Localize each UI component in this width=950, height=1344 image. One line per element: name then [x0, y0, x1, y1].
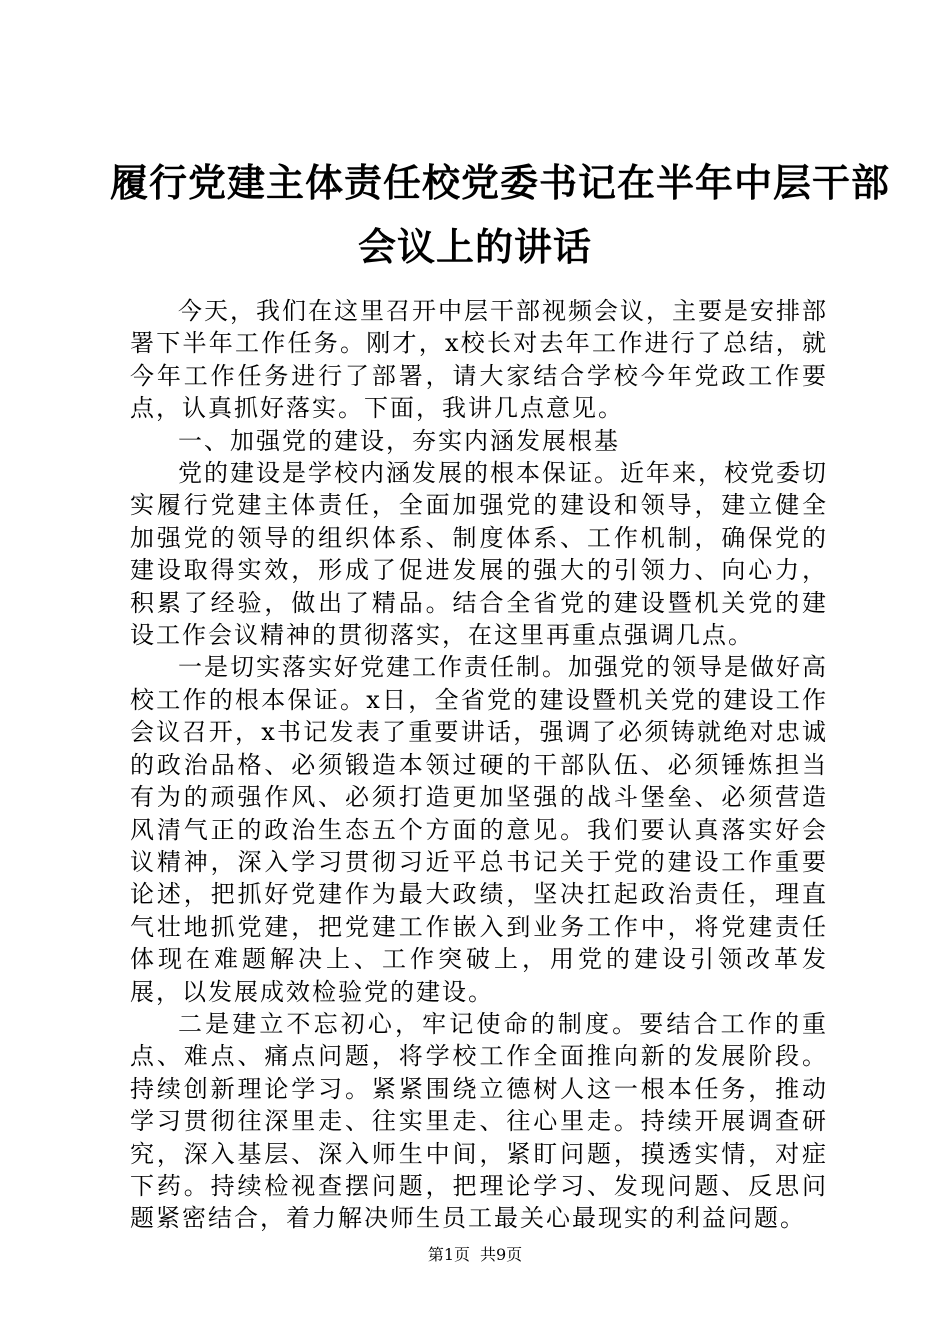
- document-title-line-2: 会议上的讲话: [357, 224, 592, 269]
- document-body: [130, 295, 828, 1235]
- page-number: 第1页: [427, 1245, 470, 1264]
- document-title-line-1: 履行党建主体责任校党委书记在半年中层干部: [110, 160, 891, 205]
- section-heading-1: 一、加强党的建设，夯实内涵发展根基: [178, 426, 620, 455]
- paragraph: 二是建立不忘初心，牢记使命的制度。要结合工作的重点、难点、痛点问题，将学校工作全面推向新的发展阶段。持续创新理论学习。紧紧围绕立德树人这一根本任务，推动学习贯彻往深里走、往实里走、往心里走。持续开展调查研究，深入基层、深入师生中间，紧盯问题，摸透实情，对症下药。持续检视查摆问题，把理论学习、发现问题、反思问题紧密结合，着力解决师生员工最关心最现实的利益问题。: [130, 1009, 828, 1233]
- paragraph-intro: 今天，我们在这里召开中层干部视频会议，主要是安排部署下半年工作任务。刚才，x校长对去年工作进行了总结，就今年工作任务进行了部署，请大家结合学校今年党政工作要点，认真抓好落实。下面，我讲几点意见。: [130, 297, 828, 423]
- page-total: 共9页: [480, 1245, 523, 1264]
- paragraph: 党的建设是学校内涵发展的根本保证。近年来，校党委切实履行党建主体责任，全面加强党的建设和领导，建立健全加强党的领导的组织体系、制度体系、工作机制，确保党的建设取得实效，形成了促进发展的强大的引领力、向心力，积累了经验，做出了精品。结合全省党的建设暨机关党的建设工作会议精神的贯彻落实，在这里再重点强调几点。: [130, 459, 828, 650]
- page-footer: [0, 1245, 950, 1265]
- paragraph: 一是切实落实好党建工作责任制。加强党的领导是做好高校工作的根本保证。x日，全省党的建设暨机关党的建设工作会议召开，x书记发表了重要讲话，强调了必须铸就绝对忠诚的政治品格、必须锻造本领过硬的干部队伍、必须锤炼担当有为的顽强作风、必须打造更加坚强的战斗堡垒、必须营造风清气正的政治生态五个方面的意见。我们要认真落实好会议精神，深入学习贯彻习近平总书记关于党的建设工作重要论述，把抓好党建作为最大政绩，坚决扛起政治责任，理直气壮地抓党建，把党建工作嵌入到业务工作中，将党建责任体现在难题解决上、工作突破上，用党的建设引领改革发展，以发展成效检验党的建设。: [130, 653, 828, 1006]
